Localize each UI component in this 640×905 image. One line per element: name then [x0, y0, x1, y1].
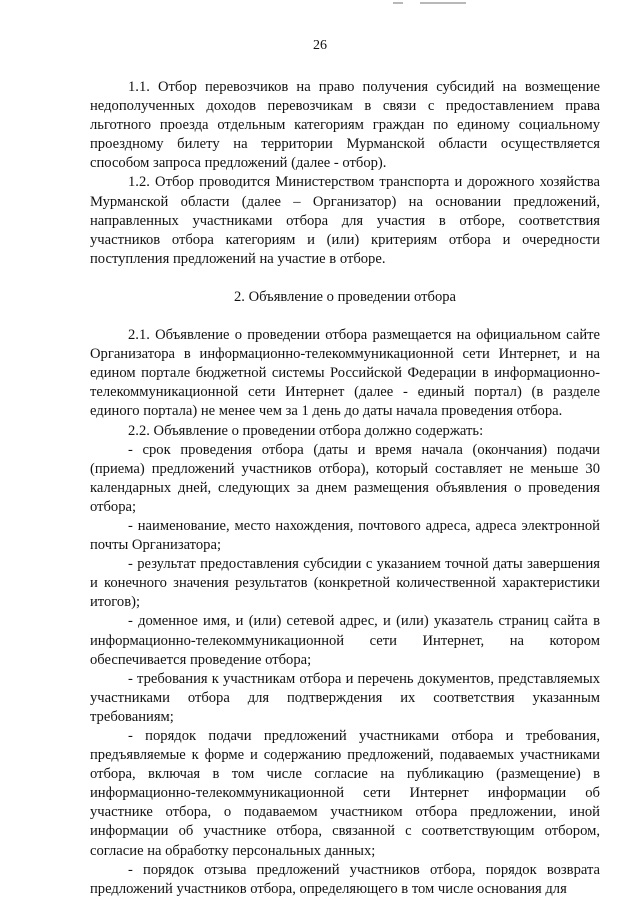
scan-artifact	[420, 2, 466, 4]
list-item-domain-name: - доменное имя, и (или) сетевой адрес, и (или) указатель страниц сайта в информационно-телекоммуникационной сети Интернет, на котором обеспечивается проведение отбора;	[90, 613, 600, 668]
list-item-submission-procedure: - порядок подачи предложений участниками отбора и требования, предъявляемые к форме и содержанию предложений, подаваемых участниками отбора, включая в том числе согласие на публикацию (размещение) в информационно-телекоммуникационной сети Интернет информации об участнике отбора, о подаваемом участником отбора предложении, иной информации об участнике отбора, связанной с соответствующим отбором, согласие на обработку персональных данных;	[90, 728, 600, 859]
list-item-organizer-address: - наименование, место нахождения, почтового адреса, адреса электронной почты Организатора;	[90, 517, 600, 554]
document-body	[90, 78, 600, 899]
paragraph-1-1: 1.1. Отбор перевозчиков на право получения субсидий на возмещение недополученных доходов перевозчикам в связи с предоставлением права льготного проезда отдельным категориям граждан по единому социальному проездному билету на территории Мурманской области осуществляется способом запроса предложений (далее - отбор).	[90, 79, 600, 172]
paragraph-1-2: 1.2. Отбор проводится Министерством транспорта и дорожного хозяйства Мурманской области (далее – Организатор) на основании предложений, направленных участниками отбора для участия в отборе, соответствия участников отбора категориям и (или) критериям отбора и очередности поступления предложений на участие в отборе.	[90, 174, 600, 267]
list-item-withdrawal-procedure: - порядок отзыва предложений участников отбора, порядок возврата предложений участников отбора, определяющего в том числе основания для	[90, 861, 600, 897]
paragraph-2-1: 2.1. Объявление о проведении отбора размещается на официальном сайте Организатора в информационно-телекоммуникационной сети Интернет, и на едином портале бюджетной системы Российской Федерации в информационно-телекоммуникационной сети Интернет (далее - единый портал) (в разделе единого портала) не менее чем за 1 день до даты начала проведения отбора.	[90, 327, 600, 420]
scan-artifact	[393, 2, 403, 4]
paragraph-2-2: 2.2. Объявление о проведении отбора должно содержать:	[128, 422, 484, 439]
list-item-deadline: - срок проведения отбора (даты и время начала (окончания) подачи (приема) предложений участников отбора), который составляет не меньше 30 календарных дней, следующих за днем размещения объявления о проведения отбора;	[90, 441, 600, 515]
list-item-participant-requirements: - требования к участникам отбора и перечень документов, представляемых участниками отбора для подтверждения их соответствия указанным требованиям;	[90, 670, 600, 725]
list-item-subsidy-result: - результат предоставления субсидии с указанием точной даты завершения и конечного значения результатов (конкретной количественной характеристики итогов);	[90, 556, 600, 611]
page-number: 26	[313, 38, 327, 53]
section-heading: 2. Объявление о проведении отбора	[233, 288, 457, 305]
